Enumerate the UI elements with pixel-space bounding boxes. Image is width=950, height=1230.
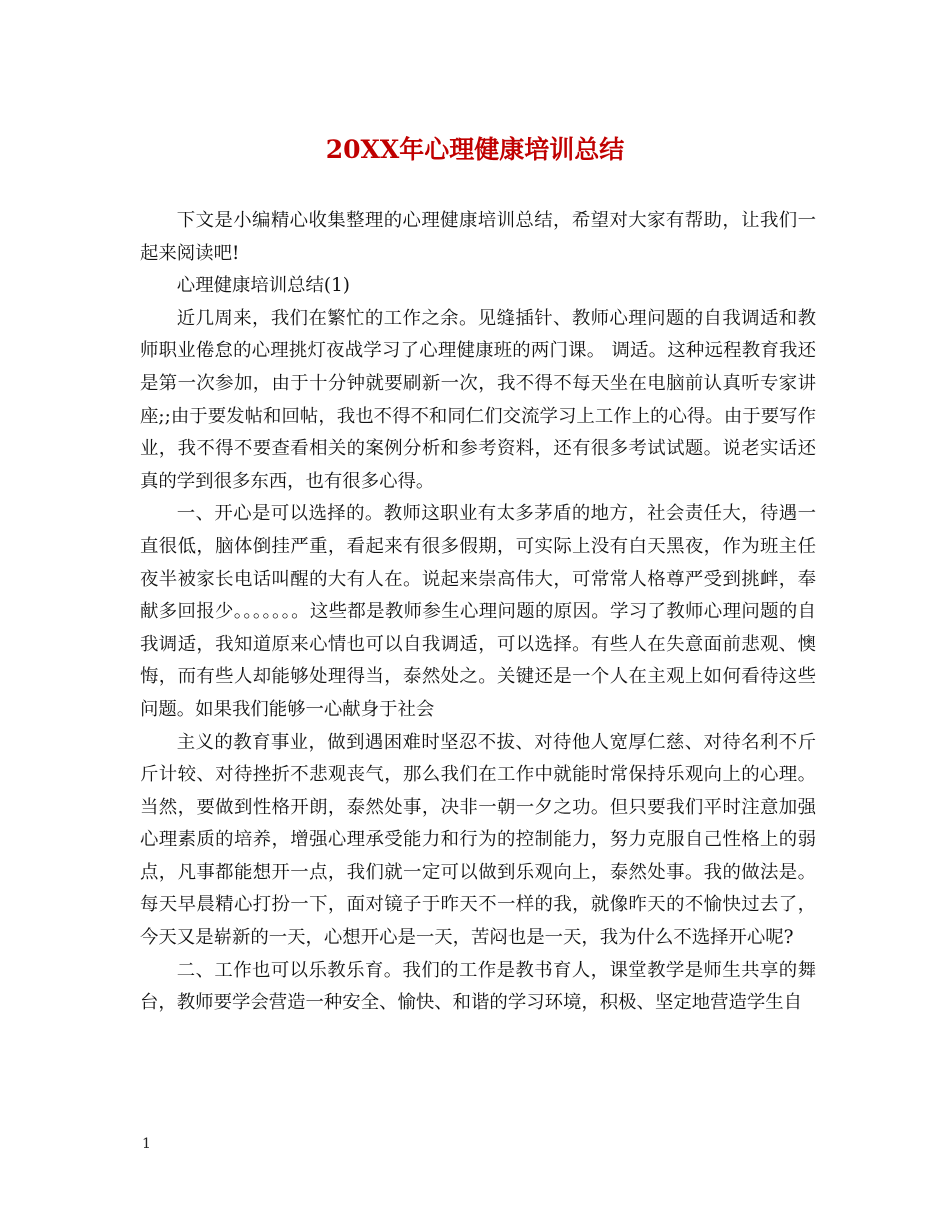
document-title: 20XX年心理健康培训总结 (325, 135, 625, 164)
body-paragraph: 近几周来，我们在繁忙的工作之余。见缝插针、教师心理问题的自我调适和教师职业倦怠的心理挑灯夜战学习了心理健康班的两门课。 调适。这种远程教育我还是第一次参加，由于十分钟就要刷新一次，我不得不每天坐在电脑前认真听专家讲座;;由于要发帖和回帖，我也不得不和同仁们交流学习上工作上的心得。由于要写作业，我不得不要查看相关的案例分析和参考资料，还有很多考试试题。说老实话还真的学到很多东西，也有很多心得。 (140, 307, 816, 492)
section-heading: 心理健康培训总结(1) (176, 275, 350, 297)
intro-paragraph: 下文是小编精心收集整理的心理健康培训总结，希望对大家有帮助，让我们一起来阅读吧! (140, 210, 816, 264)
body-paragraph: 一、开心是可以选择的。教师这职业有太多茅盾的地方，社会责任大，待遇一直很低，脑体倒挂严重，看起来有很多假期，可实际上没有白天黑夜，作为班主任夜半被家长电话叫醒的大有人在。说起来崇高伟大，可常常人格尊严受到挑衅，奉献多回报少。。。。。。。这些都是教师参生心理问题的原因。学习了教师心理问题的自我调适，我知道原来心情也可以自我调适，可以选择。有些人在失意面前悲观、懊悔，而有些人却能够处理得当，泰然处之。关键还是一个人在主观上如何看待这些问题。如果我们能够一心献身于社会 (140, 503, 816, 720)
body-paragraph: 主义的教育事业，做到遇困难时坚忍不拔、对待他人宽厚仁慈、对待名利不斤斤计较、对待挫折不悲观丧气，那么我们在工作中就能时常保持乐观向上的心理。当然，要做到性格开朗，泰然处事，决非一朝一夕之功。但只要我们平时注意加强心理素质的培养，增强心理承受能力和行为的控制能力，努力克服自己性格上的弱点，凡事都能想开一点，我们就一定可以做到乐观向上，泰然处事。我的做法是。每天早晨精心打扮一下，面对镜子于昨天不一样的我，就像昨天的不愉快过去了，今天又是崭新的一天，心想开心是一天，苦闷也是一天，我为什么不选择开心呢? (140, 731, 816, 949)
document-body (140, 205, 816, 1020)
body-paragraph: 二、工作也可以乐教乐育。我们的工作是教书育人，课堂教学是师生共享的舞台，教师要学会营造一种安全、愉快、和谐的学习环境，积极、坚定地营造学生自 (140, 959, 816, 1014)
page-number: 1 (142, 1136, 151, 1152)
